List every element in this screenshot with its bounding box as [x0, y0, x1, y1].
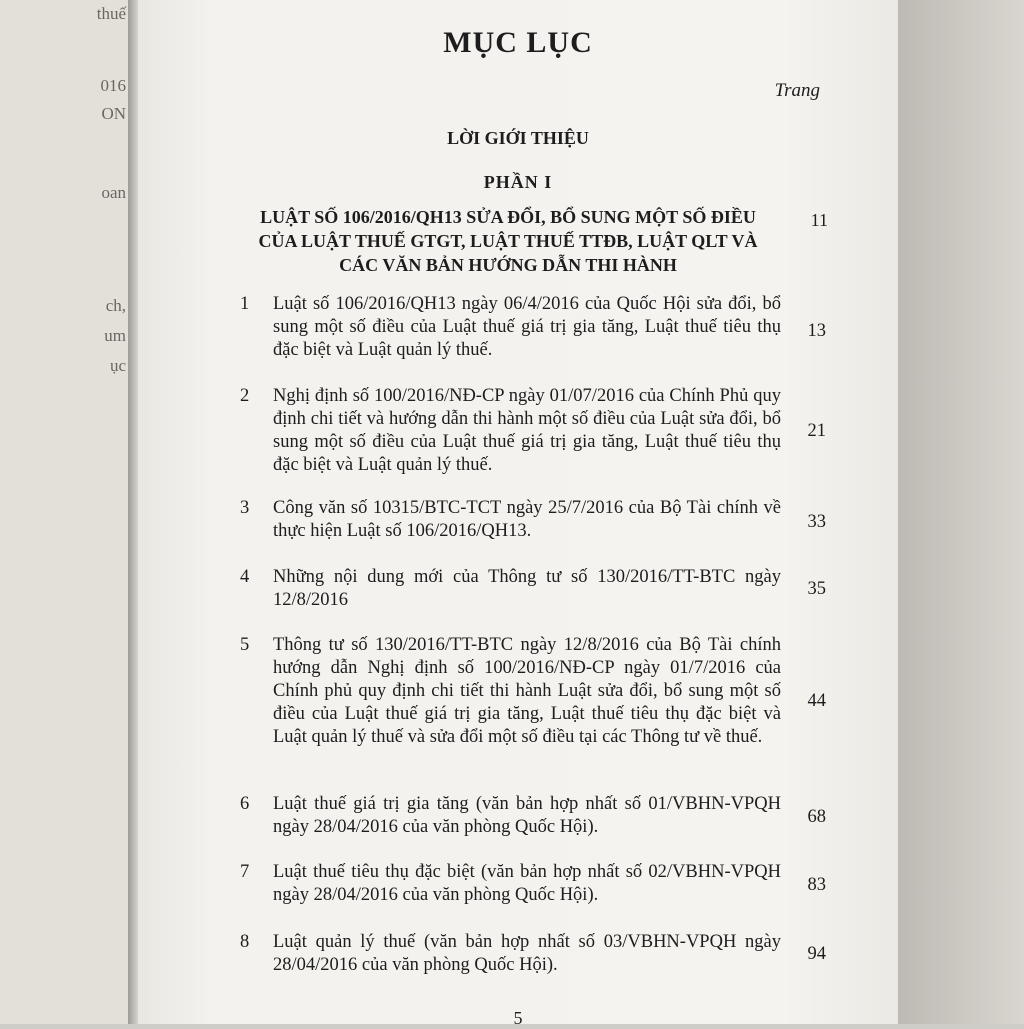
part-page-number: 11	[810, 210, 828, 230]
left-fragment-text: um	[104, 326, 126, 345]
left-fragment-text: thuế	[96, 4, 126, 23]
entry-page-number: 35	[807, 579, 826, 599]
entry-number: 1	[240, 294, 250, 314]
page-column-label: Trang	[774, 80, 820, 101]
part-title: PHẦN I	[483, 172, 553, 192]
entry-page-number: 68	[807, 807, 826, 827]
entry-number: 6	[240, 794, 250, 814]
entry-page-number: 33	[807, 512, 826, 532]
entry-text: Luật số 106/2016/QH13 ngày 06/4/2016 của Quốc Hội sửa đổi, bổ sung một số điều của Luật thuế giá trị gia tăng, Luật thuế tiêu thụ đặc biệt và Luật quản lý thuế.	[273, 294, 781, 360]
entry-text: Luật thuế tiêu thụ đặc biệt (văn bản hợp nhất số 02/VBHN-VPQH ngày 28/04/2016 của văn phòng Quốc Hội).	[273, 862, 781, 905]
entry-text: Luật thuế giá trị gia tăng (văn bản hợp nhất số 01/VBHN-VPQH ngày 28/04/2016 của văn phòng Quốc Hội).	[273, 794, 781, 837]
entry-page-number: 13	[807, 321, 826, 341]
entry-page-number: 21	[807, 421, 826, 441]
left-fragment-text: ch,	[105, 296, 126, 315]
part-heading: LUẬT SỐ 106/2016/QH13 SỬA ĐỔI, BỔ SUNG MỘT SỐ ĐIỀU CỦA LUẬT THUẾ GTGT, LUẬT THUẾ TTĐB, LUẬT QLT VÀ CÁC VĂN BẢN HƯỚNG DẪN THI HÀNH	[258, 207, 758, 275]
entry-text: Nghị định số 100/2016/NĐ-CP ngày 01/07/2016 của Chính Phủ quy định chi tiết và hướng dẫn thi hành một số điều của Luật sửa đổi, bổ sung một số điều của Luật thuế giá trị gia tăng, Luật thuế tiêu thụ đặc biệt và Luật quản lý thuế.	[273, 386, 781, 475]
entry-number: 7	[240, 862, 250, 882]
entry-page-number: 83	[807, 875, 826, 895]
intro-heading: LỜI GIỚI THIỆU	[447, 128, 589, 148]
book-gutter	[128, 0, 138, 1024]
left-fragment-text: ON	[101, 104, 126, 123]
left-fragment-text: 016	[100, 76, 126, 95]
entry-text: Thông tư số 130/2016/TT-BTC ngày 12/8/2016 của Bộ Tài chính hướng dẫn Nghị định số 100/2016/NĐ-CP ngày 01/7/2016 của Chính phủ quy định chi tiết thi hành Luật sửa đổi, bổ sung một số điều của Luật thuế giá trị gia tăng, Luật thuế tiêu thụ đặc biệt và Luật quản lý thuế và sửa đổi một số điều tại các Thông tư về thuế.	[273, 635, 781, 747]
page-title: MỤC LỤC	[443, 26, 593, 59]
entry-text: Công văn số 10315/BTC-TCT ngày 25/7/2016 của Bộ Tài chính về thực hiện Luật số 106/2016/QH13.	[273, 498, 781, 541]
entry-number: 5	[240, 635, 250, 655]
entry-number: 2	[240, 386, 250, 406]
entry-number: 4	[240, 567, 250, 587]
left-fragment-text: ục	[109, 356, 126, 375]
entry-page-number: 94	[807, 944, 826, 964]
entry-number: 8	[240, 932, 250, 952]
book-page	[138, 0, 898, 1028]
entry-number: 3	[240, 498, 250, 518]
right-page-edge	[898, 0, 1024, 1024]
left-fragment-text: oan	[101, 183, 126, 202]
left-page-fragment	[0, 0, 128, 1024]
entry-text: Những nội dung mới của Thông tư số 130/2016/TT-BTC ngày 12/8/2016	[273, 567, 781, 610]
entry-text: Luật quản lý thuế (văn bản hợp nhất số 03/VBHN-VPQH ngày 28/04/2016 của văn phòng Quốc Hội).	[273, 932, 781, 975]
entry-page-number: 44	[807, 691, 826, 711]
page-number: 5	[513, 1008, 523, 1028]
